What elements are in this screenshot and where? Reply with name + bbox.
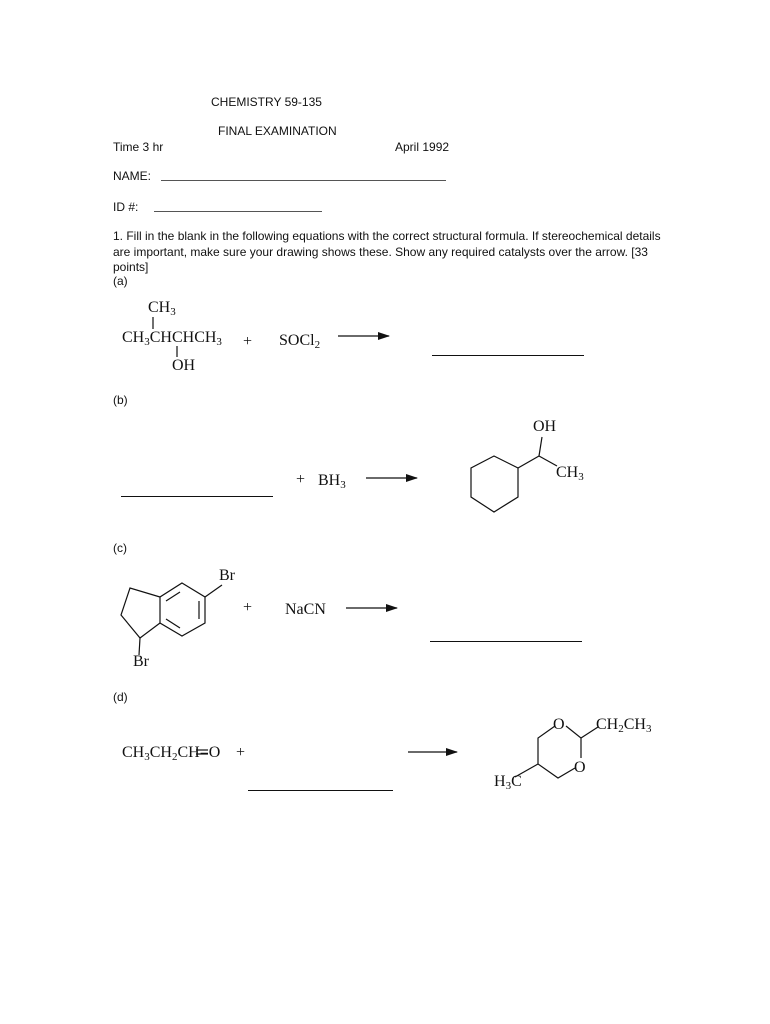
part-c-br-bottom-bond: [139, 638, 140, 655]
part-a-substrate: $CH_3CHCHCH_3$: [122, 329, 222, 348]
exam-time: Time 3 hr: [113, 140, 164, 154]
part-c-br-top: Br: [219, 567, 235, 584]
part-b-ch3-bond: [539, 456, 557, 466]
part-b-product-ch3: $CH_3$: [556, 464, 584, 483]
part-d-dioxane-ring-a: [538, 726, 575, 778]
part-c-br-bottom: Br: [133, 653, 149, 670]
part-c-label: (c): [113, 541, 127, 555]
part-b-side-chain-bond: [518, 456, 539, 468]
part-b-plus: +: [296, 471, 306, 488]
part-b-reagent: $BH_3$: [318, 472, 346, 491]
exam-date: April 1992: [395, 140, 450, 154]
part-b-label: (b): [113, 393, 128, 407]
part-b-product-oh: OH: [533, 418, 557, 435]
part-d-methyl-group: $H_3C$: [494, 773, 522, 792]
part-a-label: (a): [113, 274, 128, 288]
question-1-instructions: 1. Fill in the blank in the following equations with the correct structural formula. If stereochemical details are important, make sure your drawing shows these. Show any required catalysts over the arrow. [33 points]: [113, 229, 661, 274]
part-c-plus: +: [243, 599, 253, 616]
course-title: CHEMISTRY 59-135: [211, 95, 322, 109]
part-d-plus: +: [236, 744, 246, 761]
part-d-methyl-bond: [515, 764, 538, 777]
part-c-br-top-bond: [205, 585, 222, 597]
part-c-double-bond-3: [166, 619, 180, 628]
part-a-reagent: SOCl$_2$: [279, 332, 321, 351]
part-b-cyclohexane-ring: [471, 456, 518, 512]
id-label: ID #:: [113, 200, 139, 214]
exam-title: FINAL EXAMINATION: [218, 124, 337, 138]
part-a-methyl-substituent: $CH_3$: [148, 299, 176, 318]
part-d-ethyl-group: $CH_2CH_3$: [596, 716, 652, 735]
part-d-ethyl-bond: [581, 727, 598, 738]
part-a-hydroxyl-substituent: OH: [172, 357, 196, 374]
part-b-oh-bond: [539, 437, 542, 456]
part-a-plus: +: [243, 333, 253, 350]
part-c-reagent: NaCN: [285, 601, 326, 618]
part-c-cyclopentane-ring: [121, 588, 160, 638]
part-d-ring-oxygen-top: O: [553, 716, 565, 733]
part-d-ring-oxygen-bottom: O: [574, 759, 586, 776]
part-c-benzene-ring: [160, 583, 205, 636]
part-d-label: (d): [113, 690, 128, 704]
part-d-substrate: $CH_3CH_2CH=O$: [122, 744, 221, 763]
name-label: NAME:: [113, 169, 152, 183]
part-d-dioxane-ring-b: [566, 726, 581, 758]
part-c-double-bond-1: [166, 592, 180, 601]
